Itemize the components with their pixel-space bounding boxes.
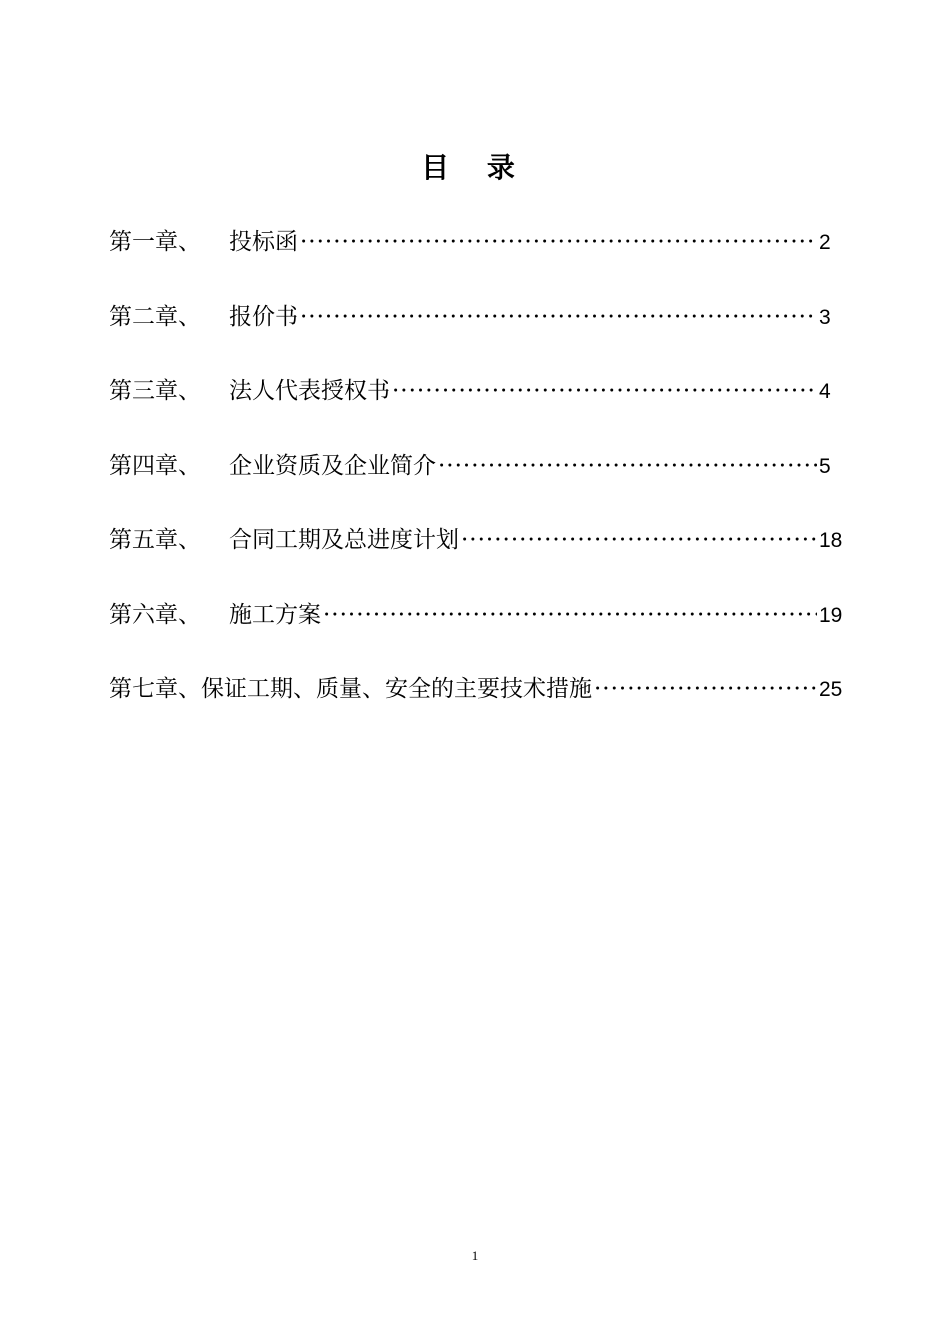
- toc-dot-leader: [461, 522, 817, 558]
- toc-entry-name: 企业资质及企业简介: [229, 452, 436, 479]
- toc-page-number: 19: [819, 603, 843, 627]
- toc-page-number: 3: [819, 305, 831, 329]
- toc-list: [109, 224, 849, 746]
- toc-entry[interactable]: [109, 224, 849, 299]
- footer-page-number: 1: [471, 1248, 479, 1263]
- toc-chapter-label: 第五章、: [109, 527, 201, 553]
- toc-entry[interactable]: [109, 448, 849, 523]
- toc-dot-leader: [438, 448, 817, 484]
- toc-entry[interactable]: [109, 597, 849, 672]
- toc-chapter-label: 第四章、: [109, 452, 201, 479]
- toc-page-number: 2: [819, 231, 831, 254]
- toc-entry[interactable]: [109, 522, 849, 597]
- toc-entry-name: 法人代表授权书: [229, 378, 390, 404]
- toc-dot-leader: [300, 299, 817, 335]
- toc-entry-name: 投标函: [229, 229, 298, 255]
- toc-dot-leader: [300, 224, 817, 260]
- toc-chapter-label: 第六章、: [109, 601, 201, 628]
- toc-page-number: 18: [819, 529, 843, 552]
- toc-entry[interactable]: [109, 373, 849, 448]
- toc-entry[interactable]: [109, 299, 849, 374]
- toc-entry[interactable]: [109, 671, 849, 746]
- toc-page-number: 5: [819, 454, 831, 478]
- toc-chapter-label: 第一章、: [109, 229, 201, 255]
- toc-dot-leader: [323, 597, 817, 633]
- toc-entry-name: 报价书: [229, 303, 298, 330]
- toc-chapter-label: 第三章、: [109, 378, 201, 404]
- toc-page-number: 25: [819, 678, 843, 701]
- toc-chapter-label: 第二章、: [109, 303, 201, 330]
- toc-entry-name: 施工方案: [229, 601, 321, 628]
- toc-page-number: 4: [819, 380, 831, 403]
- toc-chapter-label: 第七章、: [109, 676, 201, 702]
- toc-dot-leader: [392, 373, 817, 409]
- toc-entry-name: 保证工期、质量、安全的主要技术措施: [201, 676, 592, 702]
- toc-dot-leader: [594, 671, 817, 707]
- toc-entry-name: 合同工期及总进度计划: [229, 527, 459, 553]
- toc-title: 目 录: [421, 151, 529, 184]
